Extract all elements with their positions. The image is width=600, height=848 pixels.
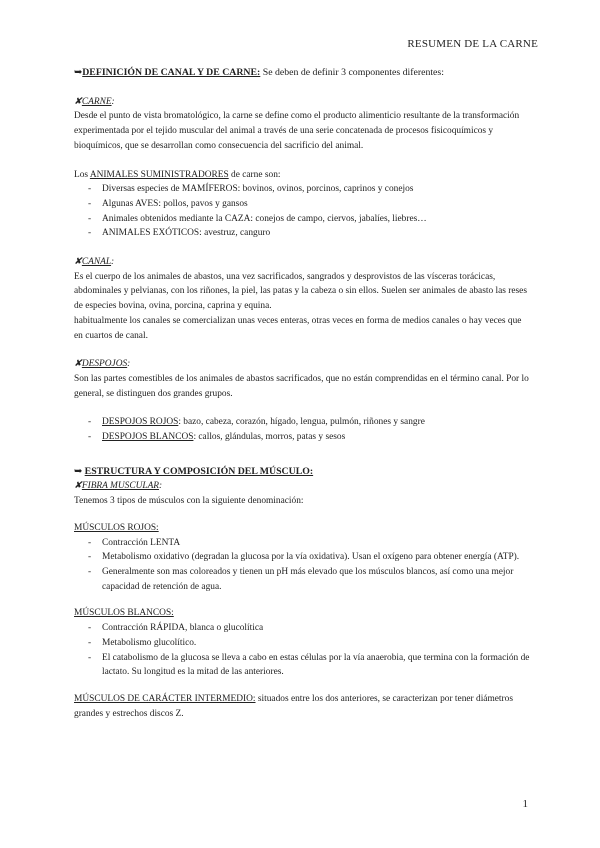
- cross-icon: ✘: [74, 359, 82, 370]
- intermedio-text: situados entre los dos anteriores, se caracterizan por tener diámetros grandes y estrechos discos Z.: [74, 693, 513, 719]
- despojos-subheading: [74, 357, 532, 372]
- canal-paragraph: Es el cuerpo de los animales de abastos, una vez sacrificados, sangrados y desprovistos de las vísceras torácicas, abdominales y pelvianas, con los riñones, la piel, las patas y la cabeza o sin ellos. Suelen ser animales de abasto las reses de especies bovina, ovina, porcina, caprina y equina.: [74, 271, 527, 312]
- canal-subheading: [74, 255, 532, 270]
- suppliers-suffix: de carne son:: [228, 169, 281, 180]
- structure-heading-line: [74, 465, 532, 480]
- list-item: [74, 430, 532, 445]
- carne-title: CARNE: [81, 96, 112, 107]
- intermedio-title: MÚSCULOS DE CARÁCTER INTERMEDIO:: [74, 693, 256, 704]
- definition-intro-text: Se deben de definir 3 componentes diferentes:: [260, 67, 444, 78]
- fibra-subheading: [74, 479, 532, 494]
- arrow-icon: ➥: [74, 67, 83, 78]
- fibra-text: Tenemos 3 tipos de músculos con la siguiente denominación:: [74, 496, 304, 507]
- despojos-rojos-label: DESPOJOS ROJOS: [102, 417, 179, 428]
- despojos-blancos-label: DESPOJOS BLANCOS: [102, 432, 194, 443]
- fibra-colon: :: [159, 481, 163, 492]
- blancos-list: [74, 621, 532, 680]
- list-item: - Contracción RÁPIDA, blanca o glucolítica: [74, 621, 532, 636]
- list-item: - Metabolismo glucolítico.: [74, 636, 532, 651]
- cross-icon: ✘: [74, 481, 82, 492]
- despojos-list: [74, 415, 532, 444]
- canal-title: CANAL: [81, 257, 112, 268]
- fibra-title: FIBRA MUSCULAR: [81, 481, 160, 492]
- list-item: - Algunas AVES: pollos, pavos y gansos: [74, 197, 532, 212]
- carne-paragraph: Desde el punto de vista bromatológico, la carne se define como el producto alimenticio resultante de la transformación experimentada por el tejido muscular del animal a través de una serie concatenada de procesos fisicoquímicos y bioquímicos, que se desarrollan como consecuencia del sacrificio del animal.: [74, 111, 520, 151]
- definition-heading-line: [74, 66, 532, 81]
- suppliers-list: [74, 182, 532, 241]
- despojos-paragraph: Son las partes comestibles de los animales de abastos sacrificados, que no están comprendidas en el término canal. Por lo general, se distinguen dos grandes grupos.: [74, 373, 529, 399]
- carne-subheading: [74, 95, 532, 110]
- cross-icon: ✘: [74, 257, 82, 268]
- document-content: [74, 66, 532, 721]
- list-item: - Diversas especies de MAMÍFEROS: bovinos, ovinos, porcinos, caprinos y conejos: [74, 182, 532, 197]
- list-item: - Generalmente son mas coloreados y tienen un pH más elevado que los músculos blancos, así como una mejor capacidad de retención de agua.: [74, 565, 532, 594]
- list-item: - Metabolismo oxidativo (degradan la glucosa por la vía oxidativa). Usan el oxígeno para obtener energía (ATP).: [74, 550, 532, 565]
- list-item: [74, 415, 532, 430]
- despojos-rojos-text: : bazo, cabeza, corazón, hígado, lengua, pulmón, riñones y sangre: [178, 417, 425, 428]
- rojos-title: MÚSCULOS ROJOS:: [74, 522, 159, 533]
- list-item: - ANIMALES EXÓTICOS: avestruz, canguro: [74, 226, 532, 241]
- despojos-colon: :: [127, 359, 131, 370]
- carne-colon: :: [111, 96, 115, 107]
- definition-heading: DEFINICIÓN DE CANAL Y DE CARNE:: [82, 67, 261, 78]
- page-number: 1: [522, 798, 528, 810]
- rojos-list: [74, 536, 532, 595]
- canal-paragraph-2: habitualmente los canales se comercializan unas veces enteras, otras veces en forma de medios canales o hay veces que en cuartos de canal.: [74, 315, 522, 341]
- list-item: - Animales obtenidos mediante la CAZA: conejos de campo, ciervos, jabalíes, liebres…: [74, 212, 532, 227]
- list-item: - Contracción LENTA: [74, 536, 532, 551]
- despojos-title: DESPOJOS: [81, 359, 128, 370]
- canal-colon: :: [111, 257, 115, 268]
- suppliers-label: ANIMALES SUMINISTRADORES: [89, 169, 229, 180]
- cross-icon: ✘: [74, 96, 82, 107]
- intermedio-paragraph: [74, 692, 532, 721]
- structure-heading: ESTRUCTURA Y COMPOSICIÓN DEL MÚSCULO:: [84, 465, 314, 477]
- arrow-icon: ➥: [74, 465, 83, 477]
- blancos-title: MÚSCULOS BLANCOS:: [74, 608, 174, 619]
- suppliers-prefix: Los: [74, 169, 90, 180]
- suppliers-intro: [74, 168, 532, 183]
- despojos-blancos-text: : callos, glándulas, morros, patas y sesos: [193, 432, 346, 443]
- list-item: - El catabolismo de la glucosa se lleva a cabo en estas células por la vía anaerobia, que termina con la formación de lactato. Su longitud es la mitad de las anteriores.: [74, 651, 532, 680]
- page-header: RESUMEN DE LA CARNE: [407, 38, 538, 50]
